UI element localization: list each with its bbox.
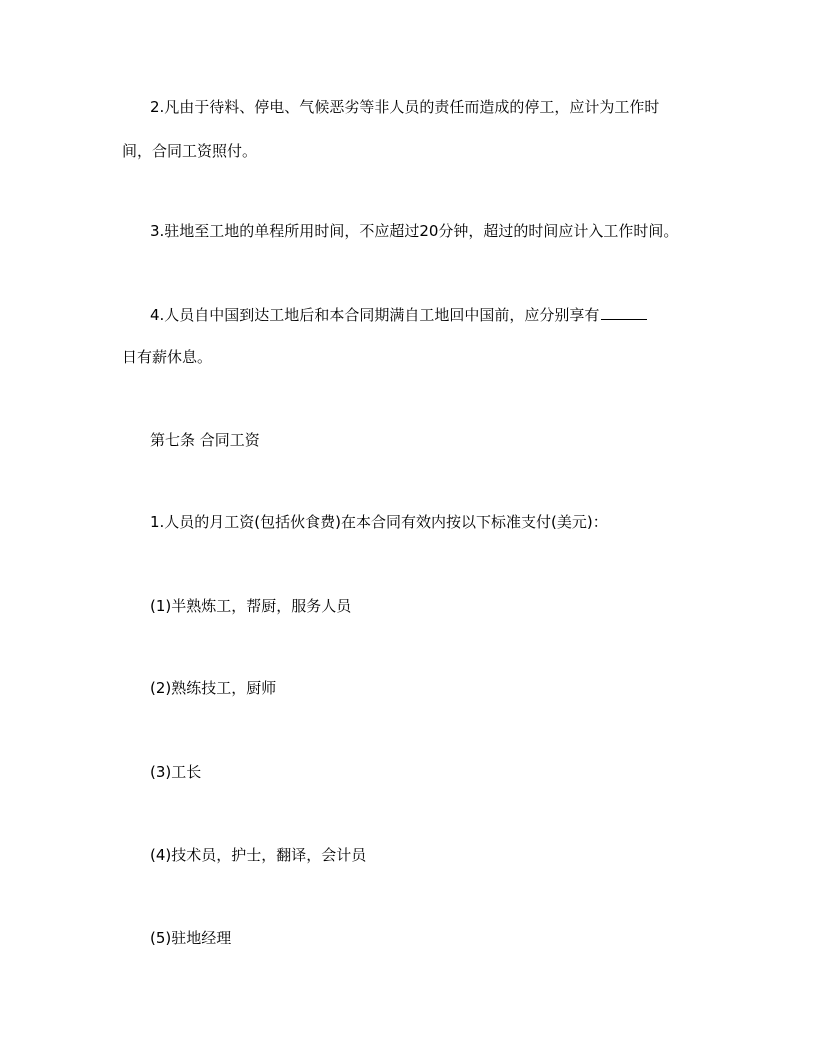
- salary-grade-item: (4)技术员，护士，翻译，会计员: [150, 846, 367, 864]
- paragraph-4-line-2: 日有薪休息。: [122, 348, 213, 366]
- salary-grade-item: (1)半熟炼工，帮厨，服务人员: [150, 597, 352, 615]
- paragraph-4-text: 4.人员自中国到达工地后和本合同期满自工地回中国前，应分别享有: [150, 306, 600, 324]
- salary-intro: 1.人员的月工资(包括伙食费)在本合同有效内按以下标准支付(美元)：: [150, 513, 608, 531]
- salary-grade-item: (3)工长: [150, 763, 202, 781]
- fill-in-blank: [601, 305, 647, 320]
- paragraph-3: 3.驻地至工地的单程所用时间，不应超过20分钟，超过的时间应计入工作时间。: [150, 222, 679, 240]
- paragraph-4-line-1: [150, 305, 647, 325]
- article-7-heading: 第七条 合同工资: [150, 431, 260, 449]
- paragraph-2-line-1: 2.凡由于待料、停电、气候恶劣等非人员的责任而造成的停工，应计为工作时: [150, 98, 660, 116]
- salary-grade-item: (2)熟练技工，厨师: [150, 679, 277, 697]
- salary-grade-item: (5)驻地经理: [150, 929, 232, 947]
- paragraph-2-line-2: 间，合同工资照付。: [122, 142, 258, 160]
